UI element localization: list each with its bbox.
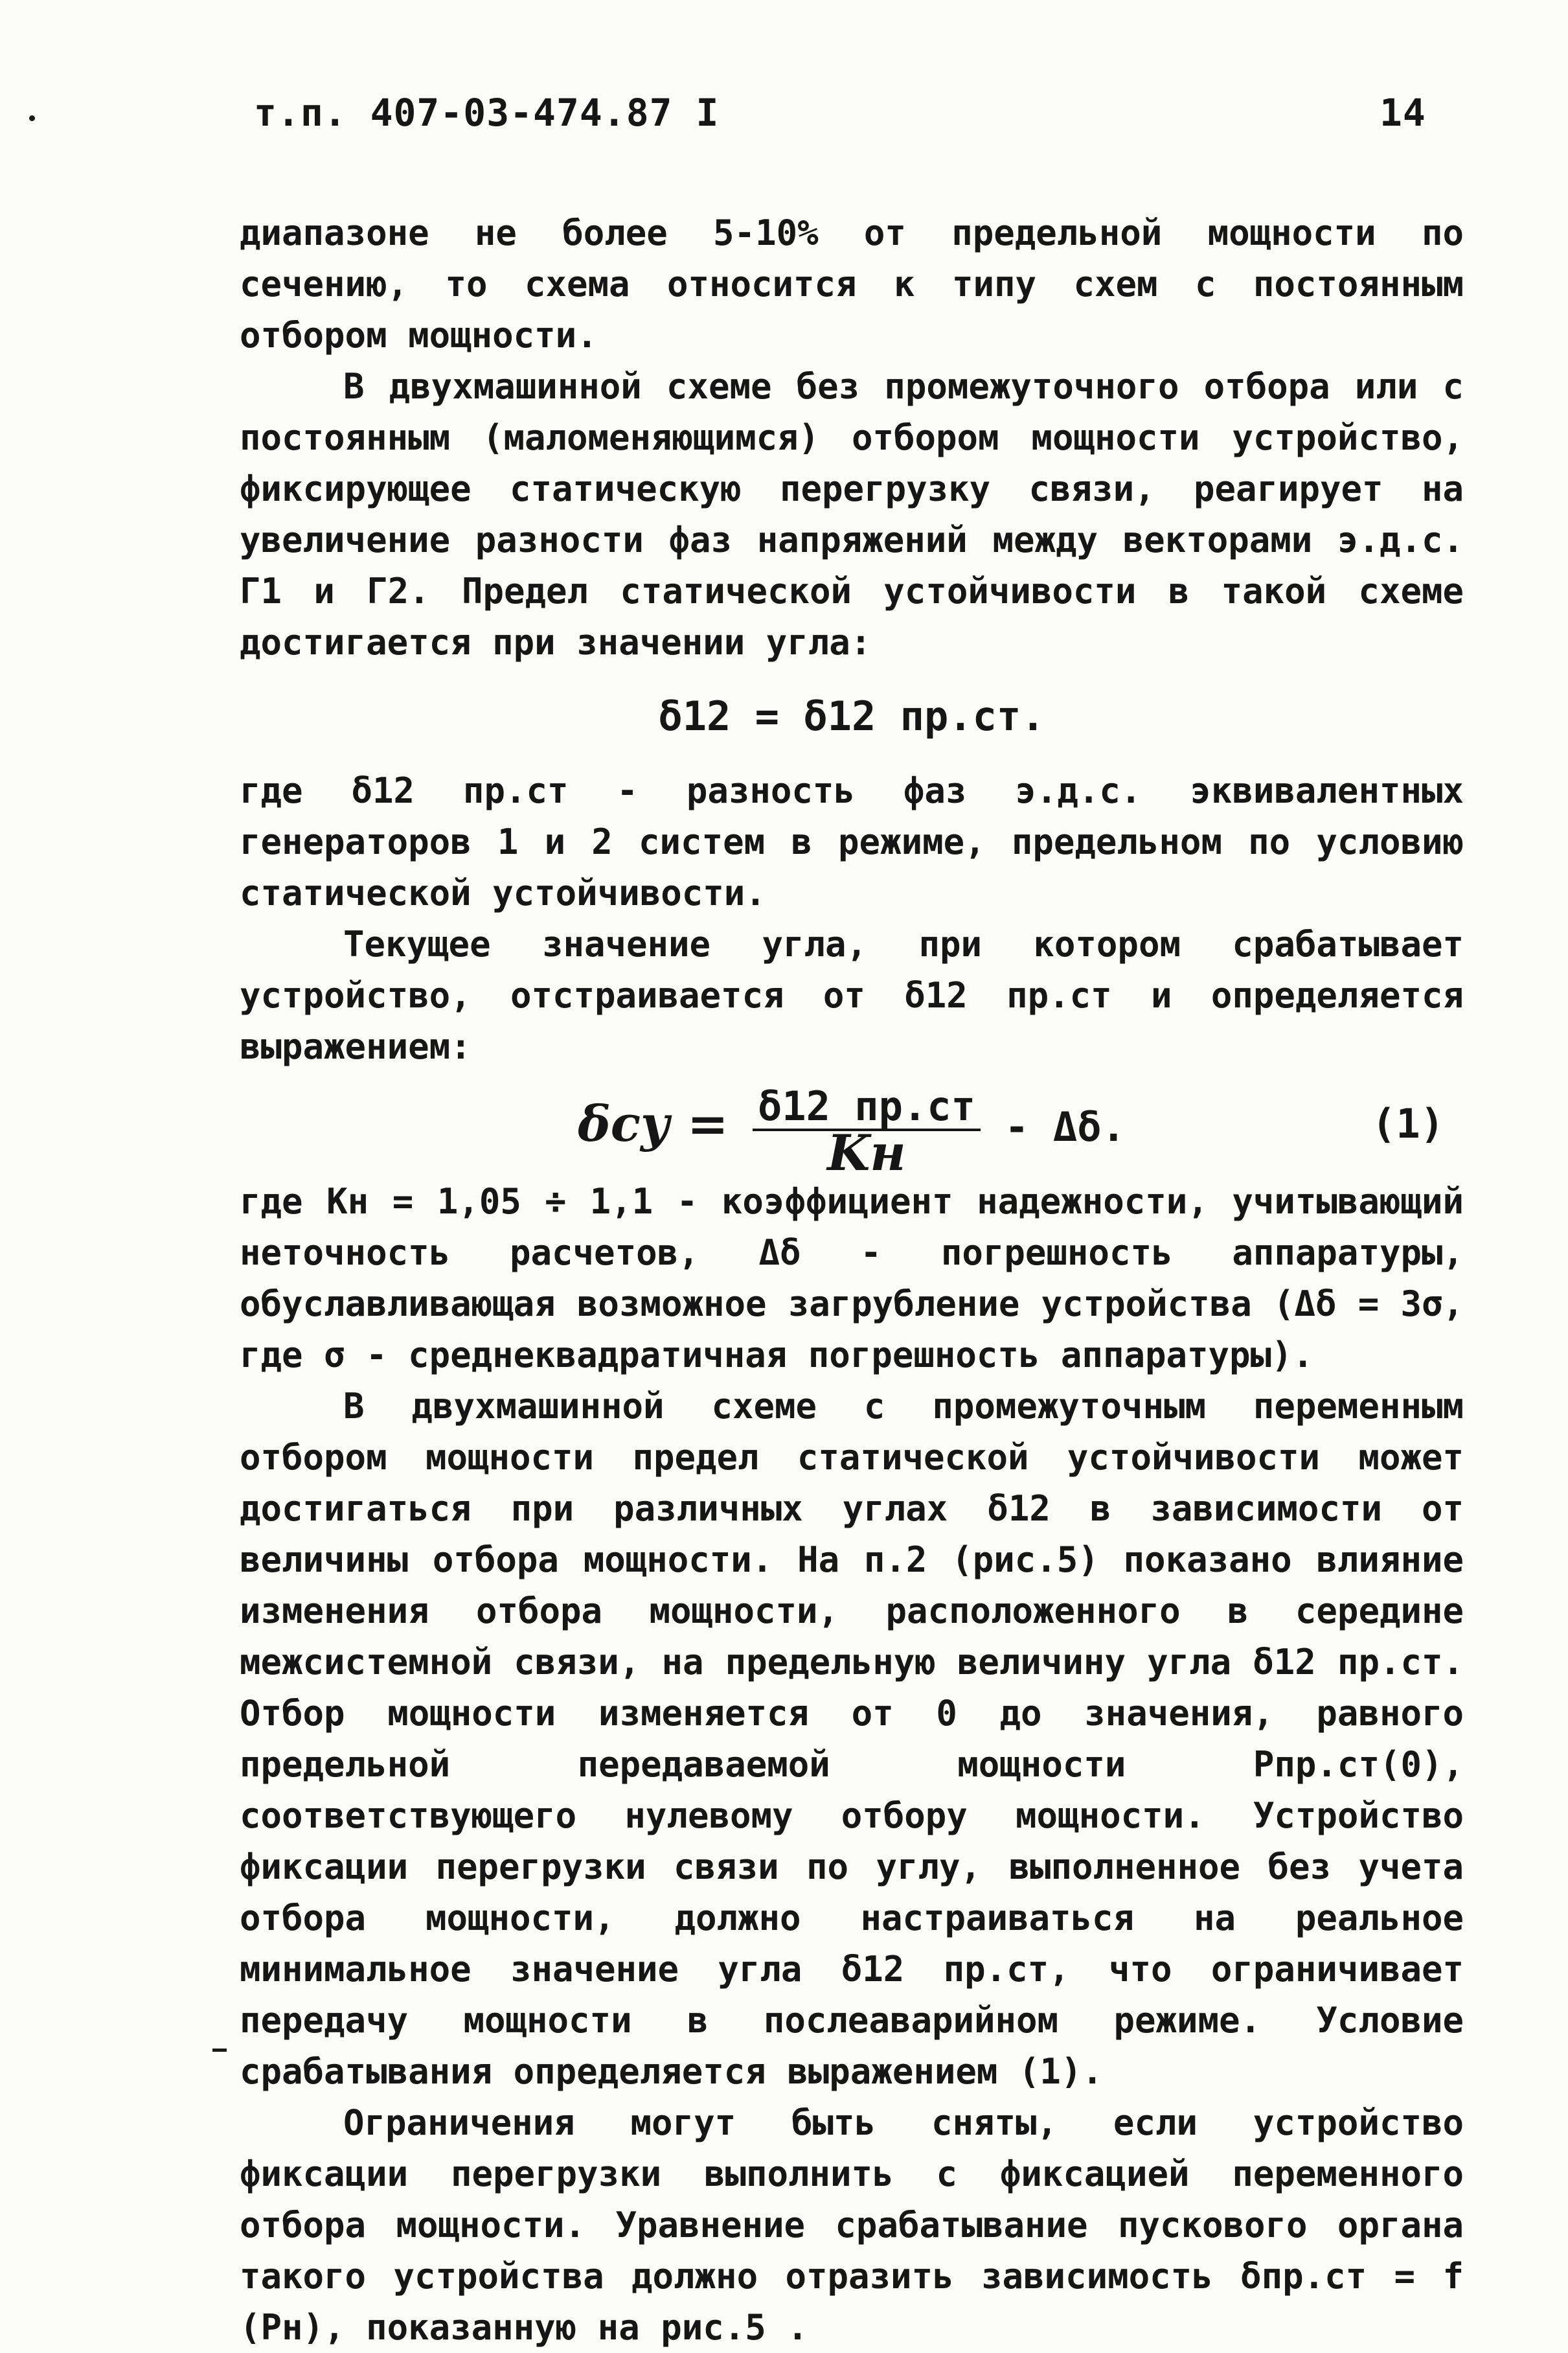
paragraph: Текущее значение угла, при котором срабатывает устройство, отстраивается от δ12 пр.ст и определяется выражением:	[240, 924, 1464, 1067]
formula-fraction	[753, 1082, 981, 1182]
formula-number: (1)	[1372, 1100, 1444, 1147]
formula-denominator: Kн	[827, 1123, 906, 1182]
body-text	[240, 207, 1464, 2353]
formula-numerator: δ12 пр.ст	[753, 1085, 981, 1131]
paragraph: В двухмашинной схеме без промежуточного отбора или с постоянным (маломеняющимся) отбором мощности устройство, фиксирующее статическую перегрузку связи, реагирует на увеличение разности фаз напряжений между векторами э.д.с. Г1 и Г2. Предел статической устойчивости в такой схеме достигается при значении угла:	[240, 366, 1464, 663]
paragraph: диапазоне не более 5-10% от предельной мощности по сечению, то схема относится к типу схем с постоянным отбором мощности.	[240, 212, 1464, 356]
paragraph: где Kн = 1,05 ÷ 1,1 - коэффициент надежности, учитывающий неточность расчетов, Δδ - погрешность аппаратуры, обуславливающая возможное загрубление устройства (Δδ = 3σ, где σ - среднеквадратичная погрешность аппаратуры).	[240, 1181, 1464, 1375]
formula-limit-angle: δ12 = δ12 пр.ст.	[658, 693, 1045, 740]
formula-rest: - Δδ.	[1005, 1103, 1126, 1151]
paragraph: где δ12 пр.ст - разность фаз э.д.с. эквивалентных генераторов 1 и 2 систем в режиме, предельном по условию статической устойчивости.	[240, 770, 1464, 913]
page-number: 14	[1380, 91, 1426, 135]
formula-operating-angle	[240, 1072, 1464, 1182]
formula-lhs: δсу =	[578, 1095, 729, 1153]
margin-mark	[29, 115, 35, 121]
document-code: т.п. 407-03-474.87 I	[254, 91, 720, 135]
paragraph: Ограничения могут быть сняты, если устройство фиксации перегрузки выполнить с фиксацией переменного отбора мощности. Уравнение срабатывание пускового органа такого устройства должно отразить зависимость δпр.ст = f (Pн), показанную на рис.5 .	[240, 2102, 1464, 2348]
margin-mark	[212, 2049, 227, 2052]
paragraph: В двухмашинной схеме с промежуточным переменным отбором мощности предел статической устойчивости может достигаться при различных углах δ12 в зависимости от величины отбора мощности. На п.2 (рис.5) показано влияние изменения отбора мощности, расположенного в середине межсистемной связи, на предельную величину угла δ12 пр.ст. Отбор мощности изменяется от 0 до значения, равного предельной передаваемой мощности Pпр.ст(0), соответствующего нулевому отбору мощности. Устройство фиксации перегрузки связи по углу, выполненное без учета отбора мощности, должно настраиваться на реальное минимальное значение угла δ12 пр.ст, что ограничивает передачу мощности в послеаварийном режиме. Условие срабатывания определяется выражением (1).	[240, 1386, 1464, 2092]
